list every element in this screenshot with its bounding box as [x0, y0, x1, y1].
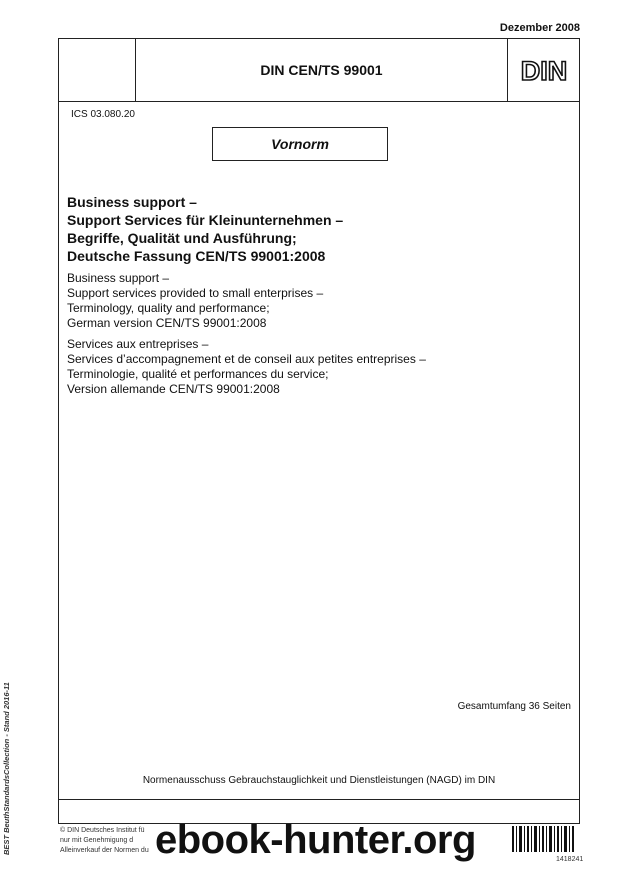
title-german-line: Deutsche Fassung CEN/TS 99001:2008 — [67, 248, 326, 264]
ics-code: ICS 03.080.20 — [71, 109, 135, 120]
title-french-line: Version allemande CEN/TS 99001:2008 — [67, 382, 280, 396]
title-french — [67, 337, 567, 397]
footer-divider — [59, 799, 579, 800]
title-english-line: Business support – — [67, 271, 170, 285]
document-frame — [58, 38, 580, 824]
copyright-line: © DIN Deutsches Institut fü — [60, 827, 145, 834]
din-logo-cell — [507, 39, 579, 101]
title-english-line: Terminology, quality and performance; — [67, 301, 270, 315]
vornorm-badge: Vornorm — [212, 127, 388, 161]
page-count: Gesamtumfang 36 Seiten — [457, 701, 571, 712]
svg-text:DIN: DIN — [520, 56, 567, 84]
title-english-line: Support services provided to small enterprises – — [67, 286, 324, 300]
collection-side-label: BEST BeuthStandardsCollection - Stand 2016-11 — [2, 682, 11, 855]
header-left-cell — [59, 39, 136, 101]
title-english — [67, 271, 567, 331]
title-french-line: Services d’accompagnement et de conseil aux petites entreprises – — [67, 352, 426, 366]
barcode-icon — [512, 826, 574, 852]
title-english-line: German version CEN/TS 99001:2008 — [67, 316, 267, 330]
copyright-line: Alleinverkauf der Normen du — [60, 847, 149, 854]
watermark-text: ebook-hunter.org — [155, 818, 476, 862]
din-logo-icon — [520, 56, 568, 84]
title-french-line: Services aux entreprises – — [67, 337, 209, 351]
title-french-line: Terminologie, qualité et performances du service; — [67, 367, 329, 381]
title-german-line: Business support – — [67, 194, 197, 210]
title-german-line: Support Services für Kleinunternehmen – — [67, 212, 344, 228]
document-number: DIN CEN/TS 99001 — [260, 62, 383, 78]
committee-name: Normenausschuss Gebrauchstauglichkeit und Dienstleistungen (NAGD) im DIN — [142, 775, 496, 786]
header-row — [59, 39, 579, 102]
copyright-line: nur mit Genehmigung d — [60, 837, 134, 844]
title-german-line: Begriffe, Qualität und Ausführung; — [67, 230, 297, 246]
publication-date: Dezember 2008 — [499, 22, 580, 34]
title-german — [67, 193, 567, 265]
order-number: 1418241 — [556, 856, 584, 863]
